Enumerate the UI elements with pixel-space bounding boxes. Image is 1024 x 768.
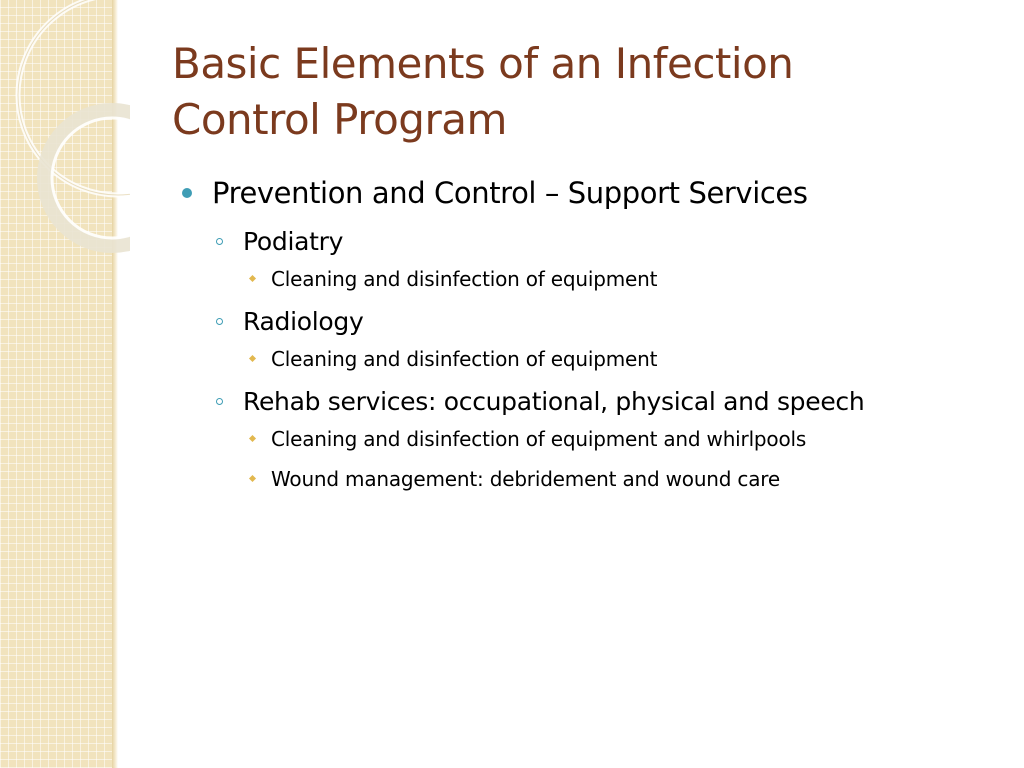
bullet-rehab-text: Rehab services: occupational, physical and speech bbox=[243, 387, 865, 416]
slide-title-line-1: Basic Elements of an Infection bbox=[172, 39, 794, 88]
bullet-rehab bbox=[180, 384, 1000, 420]
bullet-podiatry-item-text: Cleaning and disinfection of equipment bbox=[271, 267, 658, 291]
diamond-bullet-icon bbox=[249, 355, 256, 362]
bullet-rehab-item-2 bbox=[180, 464, 1000, 494]
slide-title bbox=[172, 36, 972, 148]
bullet-rehab-item-2-text: Wound management: debridement and wound care bbox=[271, 467, 780, 491]
bullet-radiology bbox=[180, 304, 1000, 340]
decorative-rings bbox=[0, 0, 130, 260]
bullet-podiatry-item bbox=[180, 264, 1000, 294]
bullet-radiology-item-text: Cleaning and disinfection of equipment bbox=[271, 347, 658, 371]
diamond-bullet-icon bbox=[249, 435, 256, 442]
slide-title-line-2: Control Program bbox=[172, 95, 507, 144]
bullet-radiology-text: Radiology bbox=[243, 307, 364, 336]
ring-bullet-icon bbox=[216, 238, 223, 245]
diamond-bullet-icon bbox=[249, 275, 256, 282]
bullet-list bbox=[180, 172, 1000, 494]
bullet-radiology-item bbox=[180, 344, 1000, 374]
round-bullet-icon bbox=[182, 188, 192, 198]
bullet-rehab-item-1 bbox=[180, 424, 1000, 454]
ring-bullet-icon bbox=[216, 398, 223, 405]
bullet-podiatry bbox=[180, 224, 1000, 260]
diamond-bullet-icon bbox=[249, 475, 256, 482]
bullet-main-text: Prevention and Control – Support Services bbox=[212, 176, 808, 210]
bullet-podiatry-text: Podiatry bbox=[243, 227, 344, 256]
bullet-rehab-item-1-text: Cleaning and disinfection of equipment and whirlpools bbox=[271, 427, 807, 451]
bullet-main bbox=[180, 172, 1000, 214]
ring-bullet-icon bbox=[216, 318, 223, 325]
